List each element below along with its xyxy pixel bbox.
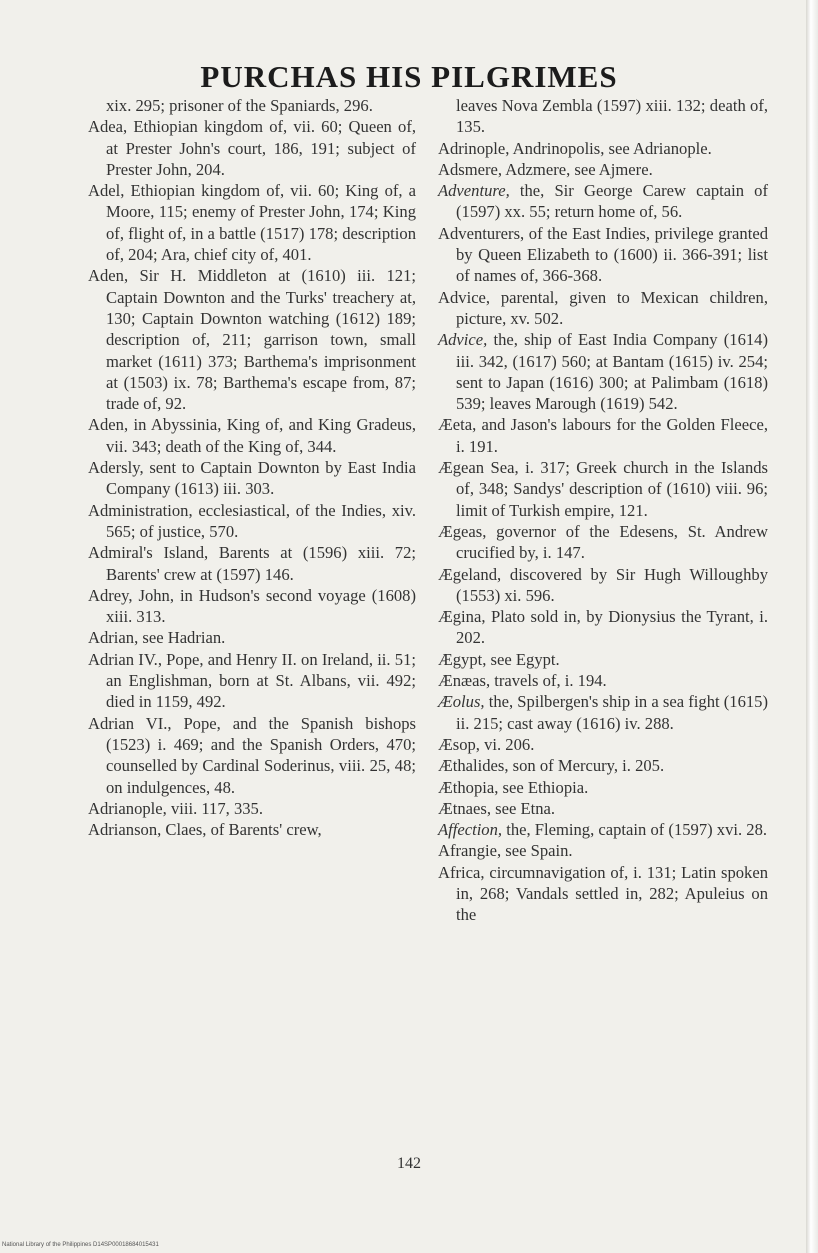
scan-footer-stamp: National Library of the Philippines D14SP00018684015431 [2, 1242, 159, 1248]
index-entry [88, 627, 416, 648]
index-entry-text: the, Sir George Carew captain of (1597) xx. 55; return home of, 56. [456, 181, 768, 222]
index-entry [438, 840, 768, 861]
index-entry-text: Aden, in Abyssinia, King of, and King Gradeus, vii. 343; death of the King of, 344. [88, 415, 416, 456]
index-entry [438, 287, 768, 330]
index-column-right [438, 95, 768, 926]
index-entry [438, 734, 768, 755]
index-entry [88, 649, 416, 713]
page-title: PURCHAS HIS PILGRIMES [200, 58, 618, 94]
index-entry-text: Adrianson, Claes, of Barents' crew, [88, 820, 322, 840]
index-entry-text: Adrianople, viii. 117, 335. [88, 798, 263, 818]
index-entry-text: Aden, Sir H. Middleton at (1610) iii. 121; Captain Downton and the Turks' treachery at, 130; Captain Downton watching (1612) 189; description of, 211; garrison town, small market (1611) 373; Barthema's imprisonment at (1503) ix. 78; Barthema's escape from, 87; trade of, 92. [88, 266, 416, 414]
index-entry-text: Adel, Ethiopian kingdom of, vii. 60; King of, a Moore, 115; enemy of Prester John, 174; King of, flight of, in a battle (1517) 178; description of, 204; Ara, chief city of, 401. [88, 181, 416, 265]
index-entry-text: Æthalides, son of Mercury, i. 205. [438, 756, 665, 776]
ship-name: Adventure, [438, 181, 510, 201]
index-entry-text: Æsop, vi. 206. [438, 734, 535, 754]
index-entry [438, 138, 768, 159]
index-entry-text: Ænæas, travels of, i. 194. [438, 671, 607, 691]
index-entry [88, 542, 416, 585]
index-column-left [88, 95, 416, 840]
index-entry-text: Ægypt, see Egypt. [438, 649, 560, 669]
index-entry-text: Advice, parental, given to Mexican children, picture, xv. 502. [438, 287, 768, 328]
index-entry-text: xix. 295; prisoner of the Spaniards, 296. [106, 96, 373, 115]
index-entry [438, 649, 768, 670]
index-entry-text: Adrey, John, in Hudson's second voyage (1608) xiii. 313. [88, 585, 416, 627]
index-entry [88, 585, 416, 628]
ship-name: Advice, [438, 330, 488, 350]
index-entry [438, 414, 768, 457]
index-entry [438, 670, 768, 691]
index-entry [438, 329, 768, 414]
index-entry [438, 457, 768, 521]
index-entry [438, 755, 768, 776]
index-entry [88, 500, 416, 543]
index-entry-text: Ægeland, discovered by Sir Hugh Willoughby (1553) xi. 596. [438, 564, 768, 605]
index-entry [438, 564, 768, 607]
index-entry-text: the, Spilbergen's ship in a sea fight (1615) ii. 215; cast away (1616) iv. 288. [456, 692, 768, 733]
index-entry [438, 819, 768, 840]
index-entry [438, 521, 768, 564]
index-entry-text: Admiral's Island, Barents at (1596) xiii. 72; Barents' crew at (1597) 146. [88, 543, 416, 584]
index-entry-text: the, ship of East India Company (1614) iii. 342, (1617) 560; at Bantam (1615) iv. 254; sent to Japan (1616) 300; at Palimbam (1618) 539; leaves Marough (1619) 542. [456, 330, 768, 414]
index-entry [88, 819, 416, 840]
index-entry-text: Ætnaes, see Etna. [438, 798, 556, 818]
index-entry-text: Adrian, see Hadrian. [88, 628, 226, 648]
index-entry [438, 606, 768, 649]
index-entry [438, 691, 768, 734]
ship-name: Affection, [438, 820, 503, 840]
index-entry-text: Æthopia, see Ethiopia. [438, 777, 589, 797]
index-entry-continuation [438, 95, 768, 138]
index-entry-text: Afrangie, see Spain. [438, 841, 573, 861]
index-entry-text: Administration, ecclesiastical, of the Indies, xiv. 565; of justice, 570. [88, 500, 416, 541]
index-entry-text: the, Fleming, captain of (1597) xvi. 28. [502, 820, 768, 840]
index-entry [88, 180, 416, 265]
index-entry [438, 777, 768, 798]
index-entry [438, 862, 768, 926]
index-entry [438, 180, 768, 223]
index-entry-text: Æeta, and Jason's labours for the Golden Fleece, i. 191. [438, 415, 768, 456]
index-entry-text: Ægean Sea, i. 317; Greek church in the Islands of, 348; Sandys' description of (1610) viii. 96; limit of Turkish empire, 121. [438, 458, 768, 520]
index-entry [88, 414, 416, 457]
index-entry-text: Adrian IV., Pope, and Henry II. on Ireland, ii. 51; an Englishman, born at St. Albans, vii. 492; died in 1159, 492. [88, 649, 416, 712]
index-entry-text: Adersly, sent to Captain Downton by East India Company (1613) iii. 303. [88, 458, 416, 499]
index-entry-text: Ægina, Plato sold in, by Dionysius the Tyrant, i. 202. [438, 607, 768, 648]
index-entry-text: Adea, Ethiopian kingdom of, vii. 60; Queen of, at Prester John's court, 186, 191; subject of Prester John, 204. [88, 117, 416, 179]
index-entry [88, 798, 416, 819]
index-entry [438, 159, 768, 180]
index-entry [438, 798, 768, 819]
index-entry [88, 713, 416, 798]
index-entry-text: Ægeas, governor of the Edesens, St. Andrew crucified by, i. 147. [438, 521, 768, 563]
index-entry-continuation [88, 95, 416, 116]
index-entry [88, 265, 416, 414]
index-entry [88, 116, 416, 180]
index-entry [438, 223, 768, 287]
index-entry-text: Adventurers, of the East Indies, privilege granted by Queen Elizabeth to (1600) ii. 366-391; list of names of, 366-368. [438, 223, 768, 286]
index-entry [88, 457, 416, 500]
index-entry-text: Adsmere, Adzmere, see Ajmere. [438, 159, 653, 179]
index-entry-text: Adrian VI., Pope, and the Spanish bishops (1523) i. 469; and the Spanish Orders, 470; counselled by Cardinal Soderinus, viii. 25, 48; on indulgences, 48. [88, 713, 416, 797]
index-entry-text: Adrinople, Andrinopolis, see Adrianople. [438, 138, 712, 158]
index-entry-text: Africa, circumnavigation of, i. 131; Latin spoken in, 268; Vandals settled in, 282; Apuleius on the [438, 862, 768, 925]
index-entry-text: leaves Nova Zembla (1597) xiii. 132; death of, 135. [456, 96, 768, 137]
page-number: 142 [397, 1155, 421, 1172]
page-gutter-edge [806, 0, 818, 1253]
ship-name: Æolus, [438, 692, 485, 712]
